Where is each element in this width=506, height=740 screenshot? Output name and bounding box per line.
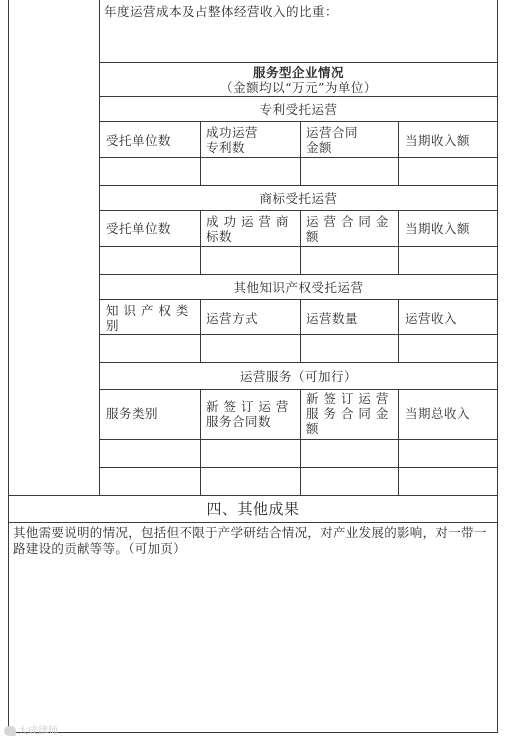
patent-col-divider-2 xyxy=(300,121,301,186)
operation-header-4: 当期总收入 xyxy=(405,406,471,421)
weibo-icon xyxy=(4,726,16,736)
rule-after-trademark-heading xyxy=(99,210,498,211)
otherip-header-3: 运营数量 xyxy=(306,311,359,326)
trademark-header-4: 当期收入额 xyxy=(405,221,471,236)
operation-header-1: 服务类别 xyxy=(106,406,159,421)
operation-col-divider-3 xyxy=(398,389,399,496)
rule-after-otherip-headers xyxy=(99,334,498,335)
trademark-heading: 商标受托运营 xyxy=(259,191,338,206)
watermark xyxy=(4,722,58,737)
outer-bottom-border xyxy=(8,732,498,733)
rule-after-trademark-row xyxy=(99,274,498,275)
top-note: 年度运营成本及占整体经营收入的比重： xyxy=(104,4,339,19)
rule-after-otherip-heading xyxy=(99,299,498,300)
trademark-col-divider-3 xyxy=(398,210,399,275)
trademark-header-1: 受托单位数 xyxy=(106,221,172,236)
service-title: 服务型企业情况 xyxy=(252,65,344,80)
watermark-text: 大成律师 xyxy=(18,726,58,737)
trademark-header-2: 成 功 运 营 商 标数 xyxy=(206,214,289,244)
patent-col-divider-1 xyxy=(200,121,201,186)
trademark-col-divider-2 xyxy=(300,210,301,275)
operation-heading: 运营服务（可加行） xyxy=(239,369,357,384)
patent-heading: 专利受托运营 xyxy=(259,102,338,117)
rule-after-operation-headers xyxy=(99,439,498,440)
otherip-heading: 其他知识产权受托运营 xyxy=(233,280,364,295)
section4-title: 四、其他成果 xyxy=(206,500,300,518)
rule-after-top-note xyxy=(99,62,498,63)
rule-after-patent-heading xyxy=(99,121,498,122)
otherip-col-divider-3 xyxy=(398,299,399,363)
rule-section4-top xyxy=(8,495,498,496)
patent-col-divider-3 xyxy=(398,121,399,186)
rule-after-patent-row xyxy=(99,185,498,186)
operation-col-divider-2 xyxy=(300,389,301,496)
otherip-col-divider-1 xyxy=(200,299,201,363)
outer-left-border xyxy=(8,0,9,733)
otherip-header-2: 运营方式 xyxy=(206,311,259,326)
rule-after-otherip-row xyxy=(99,362,498,363)
rule-after-operation-row1 xyxy=(99,467,498,468)
operation-header-2: 新 签 订 运 营 服务合同数 xyxy=(206,399,289,429)
patent-header-1: 受托单位数 xyxy=(106,133,172,148)
service-subtitle: （金额均以“万元”为单位） xyxy=(220,80,377,95)
rule-after-trademark-headers xyxy=(99,246,498,247)
rule-section4-title-bottom xyxy=(8,522,498,523)
operation-col-divider-1 xyxy=(200,389,201,496)
otherip-header-1: 知 识 产 权 类 别 xyxy=(106,303,189,333)
trademark-col-divider-1 xyxy=(200,210,201,275)
rule-after-service-title xyxy=(99,96,498,97)
trademark-header-3: 运 营 合 同 金 额 xyxy=(306,214,389,244)
patent-header-4: 当期收入额 xyxy=(405,133,471,148)
rule-after-patent-headers xyxy=(99,157,498,158)
otherip-col-divider-2 xyxy=(300,299,301,363)
otherip-header-4: 运营收入 xyxy=(405,311,458,326)
patent-header-3: 运营合同 金额 xyxy=(306,125,359,155)
patent-header-2: 成功运营 专利数 xyxy=(206,125,259,155)
operation-header-3: 新 签 订 运 营 服 务 合 同 金 额 xyxy=(306,391,389,436)
section4-description: 其他需要说明的情况，包括但不限于产学研结合情况，对产业发展的影响，对一带一路建设的贡献等等。（可加页） xyxy=(13,525,487,556)
rule-after-operation-heading xyxy=(99,389,498,390)
